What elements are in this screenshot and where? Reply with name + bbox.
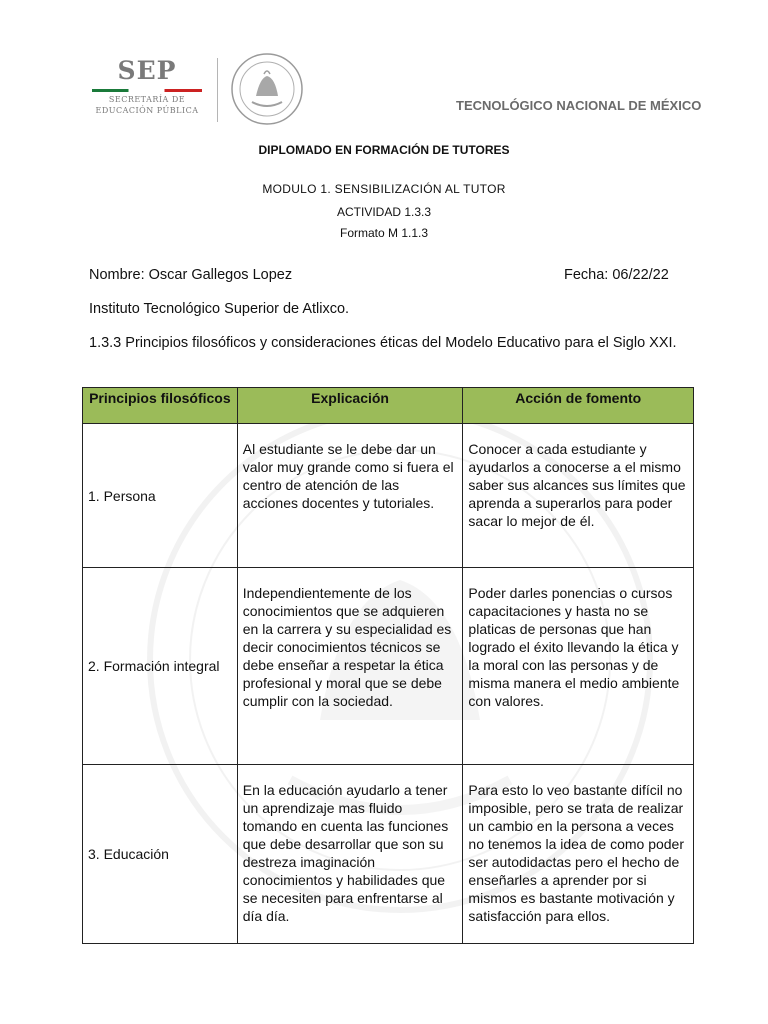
column-header: Principios filosóficos — [83, 388, 238, 424]
institution-name: TECNOLÓGICO NACIONAL DE MÉXICO — [456, 98, 702, 113]
column-header: Explicación — [237, 388, 463, 424]
activity-title: ACTIVIDAD 1.3.3 — [336, 205, 432, 219]
student-name: Nombre: Oscar Gallegos Lopez — [89, 267, 293, 283]
table-header-row — [83, 388, 694, 424]
column-header: Acción de fomento — [463, 388, 694, 424]
action-cell: Conocer a cada estudiante y ayudarlos a conocerse a el mismo saber sus alcances sus límites que aprenda a superarlos para poder sacar lo mejor de él. — [463, 424, 694, 568]
sep-logo-flag-bar — [92, 89, 202, 92]
logo-divider — [217, 58, 218, 122]
document-date: Fecha: 06/22/22 — [564, 267, 669, 283]
mexico-seal-icon — [230, 52, 304, 126]
principle-cell: 1. Persona — [83, 424, 238, 568]
table-row — [83, 765, 694, 944]
sep-logo-line1: SECRETARÍA DE — [108, 95, 186, 104]
action-cell: Para esto lo veo bastante difícil no imposible, pero se trata de realizar un cambio en la persona a veces no tenemos la idea de como poder ser autodidactas pero el hecho de enseñarles a aprender por si mismos es bastante motivación y satisfacción para ellos. — [463, 765, 694, 944]
table-row — [83, 424, 694, 568]
program-title: DIPLOMADO EN FORMACIÓN DE TUTORES — [258, 143, 510, 157]
format-title: Formato M 1.1.3 — [339, 226, 429, 240]
explanation-cell: Al estudiante se le debe dar un valor muy grande como si fuera el centro de atención de las acciones docentes y tutoriales. — [237, 424, 463, 568]
table-row — [83, 568, 694, 765]
action-cell: Poder darles ponencias o cursos capacitaciones y hasta no se platicas de personas que han logrado el éxito llevando la ética y la moral con las personas y de misma manera el medio ambiente con valores. — [463, 568, 694, 765]
principle-cell: 3. Educación — [83, 765, 238, 944]
sep-logo-abbr: SEP — [117, 56, 177, 85]
module-title: MODULO 1. SENSIBILIZACIÓN AL TUTOR — [262, 182, 506, 196]
sep-logo-line2: EDUCACIÓN PÚBLICA — [95, 106, 199, 115]
institute-name: Instituto Tecnológico Superior de Atlixco. — [89, 301, 350, 317]
explanation-cell: En la educación ayudarlo a tener un aprendizaje mas fluido tomando en cuenta las funciones que debe desarrollar que son su destreza imaginación conocimientos y habilidades que se necesiten para enfrentarse al día día. — [237, 765, 463, 944]
principle-cell: 2. Formación integral — [83, 568, 238, 765]
topic-heading: 1.3.3 Principios filosóficos y consideraciones éticas del Modelo Educativo para el Siglo XXI. — [89, 335, 677, 351]
document-header — [0, 0, 768, 140]
explanation-cell: Independientemente de los conocimientos que se adquieren en la carrera y su especialidad es decir conocimientos técnicos se debe enseñar a respetar la ética profesional y moral que se debe cumplir con la sociedad. — [237, 568, 463, 765]
principles-table — [82, 387, 694, 944]
sep-logo — [86, 56, 208, 122]
